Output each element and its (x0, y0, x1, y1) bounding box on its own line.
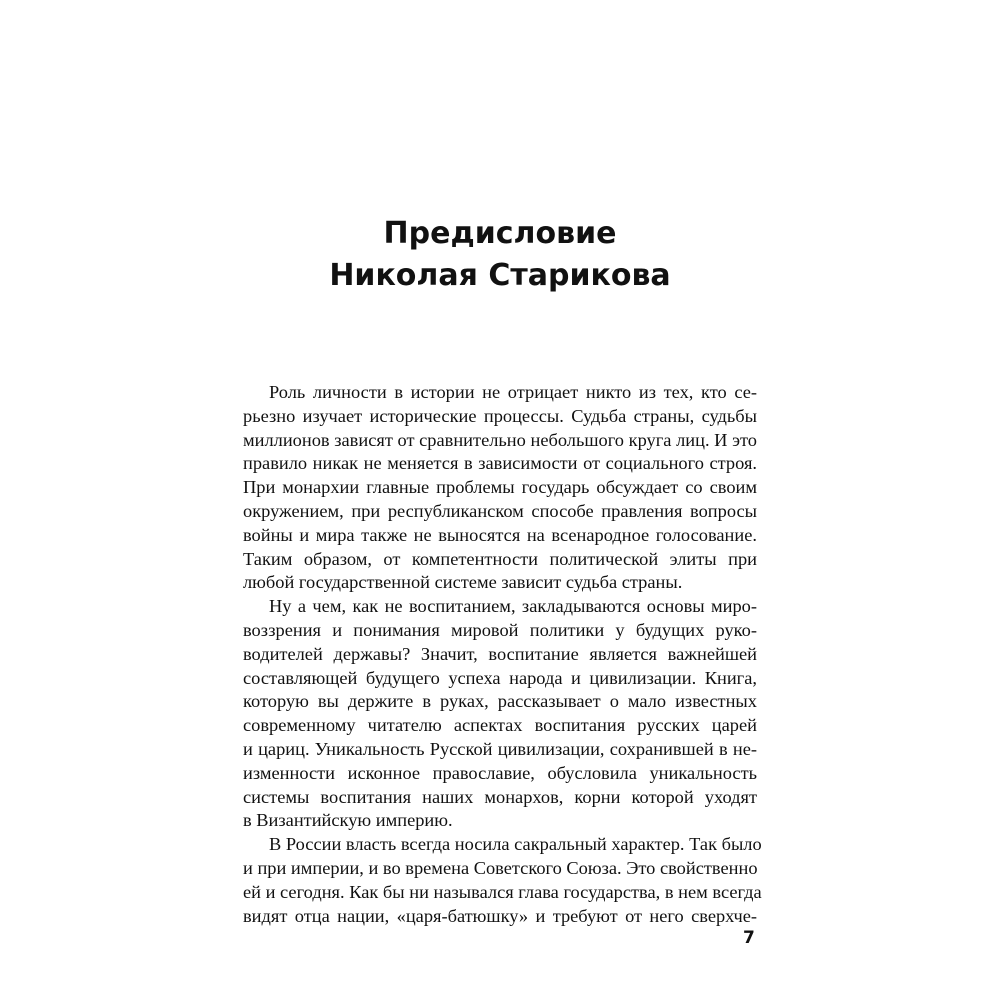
text-line: и цариц. Уникальность Русской цивилизации, сохранившей в не- (243, 738, 757, 759)
text-line: любой государственной системе зависит судьба страны. (243, 572, 683, 593)
text-line: миллионов зависят от сравнительно небольшого круга лиц. И это (243, 429, 757, 450)
text-line: войны и мира также не выносятся на всенародное голосование. (243, 524, 757, 545)
text-line: воззрения и понимания мировой политики у будущих руко- (243, 619, 757, 640)
text-line: изменности исконное православие, обусловила уникальность (243, 762, 757, 783)
text-line: Таким образом, от компетентности политической элиты при (243, 548, 757, 569)
text-line: и при империи, и во времена Советского Союза. Это свойственно (243, 857, 758, 878)
text-line: При монархии главные проблемы государь обсуждает со своим (243, 477, 757, 498)
title-line-2: Николая Старикова (329, 258, 671, 293)
text-line: Роль личности в истории не отрицает никто из тех, кто се- (269, 382, 757, 402)
text-line: которую вы держите в руках, рассказывает о мало известных (243, 691, 757, 712)
text-line: В России власть всегда носила сакральный характер. Так было (269, 834, 762, 855)
text-line: ей и сегодня. Как бы ни назывался глава государства, в нем всегда (243, 881, 762, 902)
text-line: водителей державы? Значит, воспитание является важнейшей (243, 643, 757, 664)
text-line: системы воспитания наших монархов, корни которой уходят (243, 786, 757, 807)
text-line: рьезно изучает исторические процессы. Судьба страны, судьбы (243, 405, 757, 426)
text-line: Ну а чем, как не воспитанием, закладываются основы миро- (269, 596, 757, 617)
text-line: в Византийскую империю. (243, 810, 453, 831)
text-line: составляющей будущего успеха народа и цивилизации. Книга, (243, 667, 757, 688)
body-text (243, 381, 762, 928)
title-line-1: Предисловие (383, 216, 617, 251)
text-line: видят отца нации, «царя-батюшку» и требуют от него сверхче- (243, 905, 757, 926)
text-line: правило никак не меняется в зависимости от социального строя. (243, 453, 757, 474)
text-line: современному читателю аспектах воспитания русских царей (243, 715, 757, 736)
page-title (0, 213, 1000, 297)
page-number: 7 (743, 928, 755, 948)
text-line: окружением, при республиканском способе правления вопросы (243, 500, 757, 521)
